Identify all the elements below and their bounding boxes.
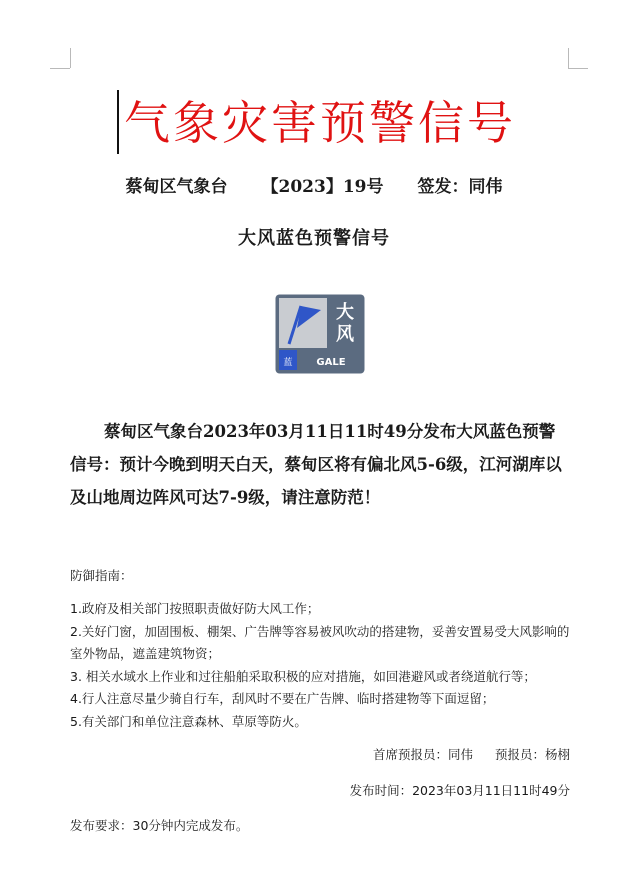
badge-label-1: 大: [336, 302, 354, 323]
text-cursor: [117, 90, 119, 154]
guide-heading: 防御指南：: [70, 568, 133, 583]
warning-body: 蔡甸区气象台2023年03月11日11时49分发布大风蓝色预警信号：预计今晚到明天白天，蔡甸区将有偏北风5-6级，江河湖库以及山地周边阵风可达7-9级，请注意防范！: [70, 422, 562, 507]
crop-mark-top-right: [568, 68, 588, 69]
forecaster: 预报员：杨栩: [494, 747, 570, 762]
guide-item: 4.行人注意尽量少骑自行车，刮风时不要在广告牌、临时搭建物等下面逗留；: [70, 691, 495, 706]
crop-mark-top-right: [568, 48, 569, 68]
issuer-line: [0, 172, 628, 197]
signal-title: 大风蓝色预警信号: [238, 228, 390, 249]
badge-label-2: 风: [336, 324, 354, 345]
guide-list: [70, 598, 570, 733]
guide-item: 3. 相关水域水上作业和过往船舶采取积极的应对措施，如回港避风或者绕道航行等；: [70, 668, 536, 684]
badge-small-label: 蓝: [283, 358, 293, 368]
guide-item: 1.政府及相关部门按照职责做好防大风工作；: [70, 601, 320, 616]
document-title: 气象灾害预警信号: [124, 96, 516, 150]
badge-label-en: GALE: [316, 357, 346, 368]
guide-item: 5.有关部门和单位注意森林、草原等防火。: [70, 713, 307, 729]
publish-time: 发布时间：2023年03月11日11时49分: [349, 783, 570, 798]
signer: 签发：同伟: [417, 177, 503, 197]
guide-item: 2.关好门窗，加固围板、棚架、广告牌等容易被风吹动的搭建物，妥善安置易受大风影响的室外物品，遮盖建筑物资；: [70, 623, 570, 661]
forecasters: [373, 745, 570, 763]
chief-forecaster: 首席预报员：同伟: [372, 747, 473, 762]
publish-requirement: 发布要求：30分钟内完成发布。: [70, 818, 249, 833]
crop-mark-top-left: [70, 48, 71, 68]
gale-blue-warning-icon: [275, 294, 365, 374]
issuer: 蔡甸区气象台: [125, 177, 228, 197]
document-number: 【2023】19号: [261, 177, 384, 197]
crop-mark-top-left: [50, 68, 70, 69]
